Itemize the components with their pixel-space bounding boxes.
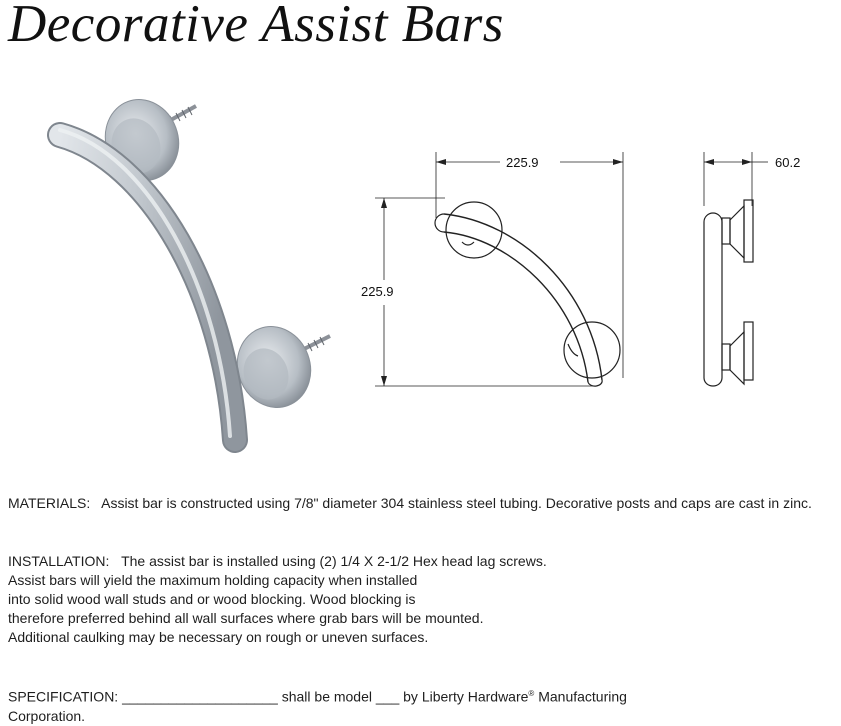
specification-line-2: Corporation. xyxy=(8,707,86,724)
front-view-drawing xyxy=(375,152,623,386)
specification-paragraph xyxy=(8,684,828,726)
depth-dimension-label: 60.2 xyxy=(775,155,801,170)
installation-paragraph xyxy=(8,552,828,647)
specification-text-1: shall be model xyxy=(281,688,372,705)
installation-line-2: Assist bars will yield the maximum holding capacity when installed xyxy=(8,572,418,588)
registered-mark: ® xyxy=(528,689,535,698)
installation-line-5: Additional caulking may be necessary on rough or uneven surfaces. xyxy=(8,629,429,645)
installation-line-1: The assist bar is installed using (2) 1/4 X 2-1/2 Hex head lag screws. xyxy=(121,553,547,569)
side-view-drawing xyxy=(704,152,768,386)
materials-paragraph xyxy=(8,494,838,513)
specification-text-3: Manufacturing xyxy=(538,688,627,705)
installation-first-line xyxy=(8,552,828,571)
specification-text-2: by Liberty Hardware xyxy=(403,688,529,705)
specification-blank-model: ____________________ xyxy=(122,688,278,705)
page-title: Decorative Assist Bars xyxy=(8,0,504,53)
materials-text: Assist bar is constructed using 7/8" diameter 304 stainless steel tubing. Decorative posts and caps are cast in zinc. xyxy=(101,495,812,511)
installation-line-4: therefore preferred behind all wall surfaces where grab bars will be mounted. xyxy=(8,610,484,626)
specification-first-line xyxy=(8,684,828,707)
bar-3d-rendering xyxy=(60,89,330,440)
materials-label: MATERIALS: xyxy=(8,495,91,511)
width-dimension-label: 225.9 xyxy=(506,155,539,170)
specification-blank-number: ___ xyxy=(375,688,400,705)
installation-line-3: into solid wood wall studs and or wood blocking. Wood blocking is xyxy=(8,591,416,607)
installation-label: INSTALLATION: xyxy=(8,553,110,569)
specification-label: SPECIFICATION: xyxy=(8,688,119,705)
height-dimension-label: 225.9 xyxy=(361,284,394,299)
